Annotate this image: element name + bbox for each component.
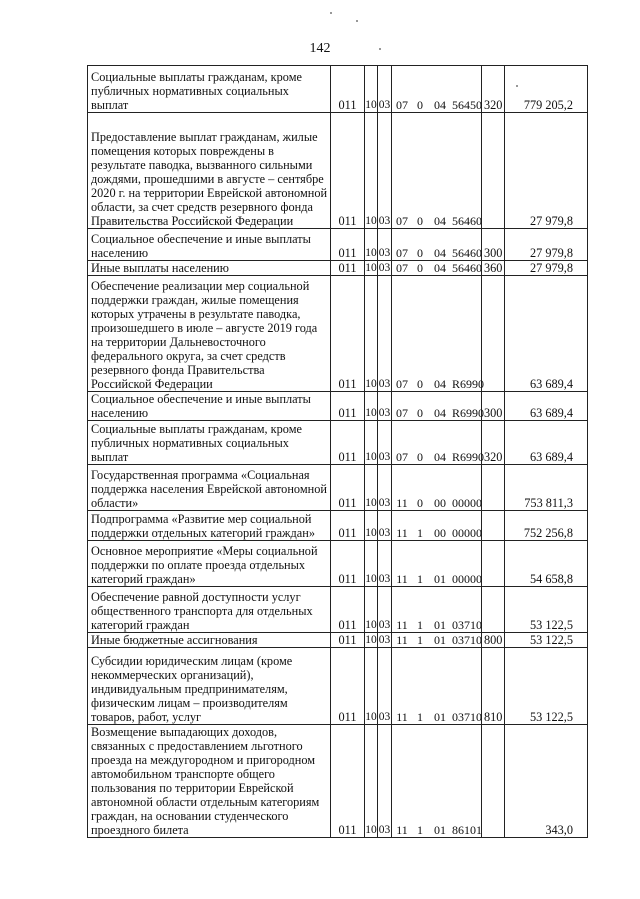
row-target-article-part: 03710 — [452, 618, 482, 632]
row-target-article-part: 07 — [396, 406, 408, 420]
table-row — [88, 421, 588, 465]
row-target-article-part: 04 — [434, 98, 446, 112]
row-name: Социальное обеспечение и иные выплаты населению — [88, 392, 331, 421]
row-target-article-part: 0 — [417, 496, 423, 510]
row-ved: 011 — [331, 648, 365, 725]
table-row — [88, 113, 588, 229]
row-section: 10 — [365, 725, 378, 838]
row-sum: 63 689,4 — [505, 392, 588, 421]
table-row — [88, 261, 588, 276]
row-ved: 011 — [331, 465, 365, 511]
row-subsection: 03 — [378, 229, 392, 261]
row-subsection: 03 — [378, 634, 391, 646]
row-target-article — [392, 587, 482, 633]
budget-table-body — [88, 66, 588, 838]
row-target-article-part: 0 — [417, 377, 423, 391]
row-name: Социальные выплаты гражданам, кроме публичных нормативных социальных выплат — [88, 421, 331, 465]
row-expense-type — [482, 587, 505, 633]
row-sum: 343,0 — [505, 725, 588, 838]
row-target-article-part: R6990 — [452, 377, 485, 391]
scan-speck — [356, 20, 358, 22]
row-target-article-part: 1 — [417, 633, 423, 647]
row-expense-type — [482, 465, 505, 511]
row-target-article-part: 1 — [417, 618, 423, 632]
row-target-article-part: 07 — [396, 98, 408, 112]
row-name: Иные бюджетные ассигнования — [88, 633, 331, 648]
row-target-article — [392, 276, 485, 392]
row-section: 10 — [365, 587, 378, 633]
row-ved: 011 — [331, 511, 365, 541]
row-target-article-part: 0 — [417, 98, 423, 112]
row-target-article-part: R6990 — [452, 450, 485, 464]
row-target-article-part: 00 — [434, 526, 446, 540]
row-section: 10 — [365, 66, 378, 113]
row-sum: 752 256,8 — [505, 511, 588, 541]
row-target-article-part: 07 — [396, 246, 408, 260]
row-target-article — [392, 66, 482, 113]
row-section: 10 — [365, 276, 378, 392]
row-target-article-part: 00000 — [452, 496, 482, 510]
row-target-article-part: 11 — [396, 496, 408, 510]
table-row — [88, 541, 588, 587]
scan-speck — [379, 48, 381, 50]
row-target-article — [392, 113, 482, 229]
row-section: 10 — [365, 392, 378, 421]
table-row — [88, 511, 588, 541]
row-target-article-part: 01 — [434, 633, 446, 647]
row-ved: 011 — [331, 587, 365, 633]
row-target-article — [392, 261, 482, 276]
row-sum: 27 979,8 — [505, 113, 588, 229]
row-sum: 53 122,5 — [505, 633, 588, 648]
row-subsection: 03 — [378, 421, 392, 465]
table-row — [88, 392, 588, 421]
row-subsection: 03 — [378, 541, 392, 587]
row-expense-type — [482, 725, 505, 838]
row-target-article-part: 56460 — [452, 261, 482, 275]
row-target-article-part: 01 — [434, 618, 446, 632]
row-ved: 011 — [331, 392, 365, 421]
row-target-article-part: 1 — [417, 710, 423, 724]
row-sum: 63 689,4 — [505, 421, 588, 465]
table-row — [88, 725, 588, 838]
row-target-article-part: 56460 — [452, 246, 482, 260]
row-name: Социальное обеспечение и иные выплаты населению — [88, 229, 331, 261]
row-target-article-part: 0 — [417, 261, 423, 275]
row-target-article-part: 0 — [417, 214, 423, 228]
row-target-article-part: 11 — [396, 823, 408, 837]
row-name: Субсидии юридическим лицам (кроме некоммерческих организаций), индивидуальным предпринимателям, физическим лицам – производителям товаров, работ, услуг — [88, 648, 331, 725]
scan-speck — [330, 12, 332, 14]
row-name: Предоставление выплат гражданам, жилые помещения которых повреждены в результате паводка, вызванного сильными дождями, прошедшими в августе – сентябре 2020 г. на территории Еврейской автономной области, за счет средств резервного фонда Правительства Российской Федерации — [88, 113, 331, 229]
row-target-article-part: 07 — [396, 377, 408, 391]
row-subsection: 03 — [378, 587, 392, 633]
row-target-article-part: 04 — [434, 261, 446, 275]
row-target-article-part: 1 — [417, 572, 423, 586]
row-target-article — [392, 725, 482, 838]
row-target-article — [392, 229, 482, 261]
row-target-article-part: 11 — [396, 618, 408, 632]
row-name: Государственная программа «Социальная поддержка населения Еврейской автономной области» — [88, 465, 331, 511]
row-section: 10 — [365, 421, 378, 465]
row-ved: 011 — [331, 633, 365, 648]
table-row — [88, 66, 588, 113]
row-name: Социальные выплаты гражданам, кроме публичных нормативных социальных выплат — [88, 66, 331, 113]
row-subsection: 03 — [378, 276, 392, 392]
row-expense-type: 360 — [482, 261, 505, 276]
row-sum: 53 122,5 — [505, 587, 588, 633]
row-section: 10 — [365, 465, 378, 511]
row-target-article-part: 03710 — [452, 710, 482, 724]
row-target-article-part: 1 — [417, 526, 423, 540]
row-expense-type — [482, 511, 505, 541]
row-section: 10 — [365, 541, 378, 587]
row-ved: 011 — [331, 113, 365, 229]
row-target-article — [392, 511, 482, 541]
row-expense-type: 300 — [482, 392, 505, 421]
row-target-article-part: 04 — [434, 450, 446, 464]
row-ved: 011 — [331, 725, 365, 838]
row-expense-type: 300 — [482, 229, 505, 261]
row-target-article-part: 1 — [417, 823, 423, 837]
row-target-article-part: 0 — [417, 450, 423, 464]
row-sum: 63 689,4 — [505, 276, 588, 392]
row-target-article-part: 11 — [396, 572, 408, 586]
row-target-article-part: 11 — [396, 633, 408, 647]
row-sum: 54 658,8 — [505, 541, 588, 587]
row-target-article — [392, 648, 482, 725]
row-target-article-part: 11 — [396, 710, 408, 724]
table-row — [88, 648, 588, 725]
row-name: Обеспечение реализации мер социальной поддержки граждан, жилые помещения которых утрачены в результате паводка, произошедшего в июле – августе 2019 года на территории Дальневосточного федерального округа, за счет средств резервного фонда Правительства Российской Федерации — [88, 276, 331, 392]
table-row — [88, 229, 588, 261]
row-sum: 753 811,3 — [505, 465, 588, 511]
row-target-article-part: 00000 — [452, 526, 482, 540]
row-target-article-part: 04 — [434, 214, 446, 228]
row-subsection: 03 — [378, 648, 392, 725]
row-expense-type: 320 — [482, 66, 505, 113]
row-name: Возмещение выпадающих доходов, связанных с предоставлением льготного проезда на междугородном и пригородном автомобильном транспорте общего пользования по территории Еврейской автономной области отдельным категориям граждан, на основании студенческого проездного билета — [88, 725, 331, 838]
row-subsection: 03 — [378, 511, 392, 541]
row-expense-type: 810 — [482, 648, 505, 725]
row-name: Иные выплаты населению — [88, 261, 331, 276]
row-expense-type: 800 — [482, 633, 505, 648]
row-expense-type: 320 — [482, 421, 505, 465]
row-section: 10 — [365, 262, 377, 274]
row-target-article-part: 0 — [417, 246, 423, 260]
row-expense-type — [482, 276, 505, 392]
row-target-article — [392, 541, 482, 587]
scan-speck — [516, 85, 518, 87]
table-row — [88, 587, 588, 633]
row-ved: 011 — [331, 421, 365, 465]
row-sum: 53 122,5 — [505, 648, 588, 725]
row-ved: 011 — [331, 229, 365, 261]
row-section: 10 — [365, 113, 378, 229]
row-target-article-part: 0 — [417, 406, 423, 420]
row-sum: 27 979,8 — [505, 229, 588, 261]
row-ved: 011 — [331, 261, 365, 276]
row-name: Обеспечение равной доступности услуг общественного транспорта для отдельных категорий граждан — [88, 587, 331, 633]
row-target-article-part: 03710 — [452, 633, 482, 647]
row-target-article-part: 11 — [396, 526, 408, 540]
row-target-article-part: R6990 — [452, 406, 485, 420]
row-target-article-part: 01 — [434, 710, 446, 724]
row-expense-type — [482, 541, 505, 587]
row-target-article-part: 04 — [434, 406, 446, 420]
row-target-article — [392, 392, 485, 421]
row-target-article-part: 01 — [434, 823, 446, 837]
row-name: Основное мероприятие «Меры социальной поддержки по оплате проезда отдельных категорий граждан» — [88, 541, 331, 587]
row-sum: 779 205,2 — [505, 66, 588, 113]
table-row — [88, 276, 588, 392]
row-subsection: 03 — [378, 113, 392, 229]
row-target-article-part: 56450 — [452, 98, 482, 112]
row-target-article-part: 86101 — [452, 823, 482, 837]
row-name: Подпрограмма «Развитие мер социальной поддержки отдельных категорий граждан» — [88, 511, 331, 541]
row-sum: 27 979,8 — [505, 261, 588, 276]
row-target-article-part: 56460 — [452, 214, 482, 228]
row-ved: 011 — [331, 276, 365, 392]
row-subsection: 03 — [378, 465, 392, 511]
row-target-article-part: 07 — [396, 261, 408, 275]
row-target-article-part: 07 — [396, 450, 408, 464]
row-target-article-part: 00 — [434, 496, 446, 510]
row-target-article — [392, 421, 485, 465]
row-target-article-part: 04 — [434, 377, 446, 391]
budget-table — [87, 65, 588, 838]
row-section: 10 — [365, 511, 378, 541]
row-target-article-part: 00000 — [452, 572, 482, 586]
row-ved: 011 — [331, 541, 365, 587]
row-subsection: 03 — [378, 66, 392, 113]
row-target-article-part: 04 — [434, 246, 446, 260]
row-subsection: 03 — [378, 725, 392, 838]
table-row — [88, 633, 588, 648]
row-target-article — [392, 633, 482, 648]
row-subsection: 03 — [378, 392, 392, 421]
row-expense-type — [482, 113, 505, 229]
table-row — [88, 465, 588, 511]
row-ved: 011 — [331, 66, 365, 113]
row-target-article — [392, 465, 482, 511]
row-target-article-part: 07 — [396, 214, 408, 228]
row-section: 10 — [365, 634, 377, 646]
row-subsection: 03 — [378, 262, 391, 274]
row-target-article-part: 01 — [434, 572, 446, 586]
row-section: 10 — [365, 229, 378, 261]
row-section: 10 — [365, 648, 378, 725]
page-number: 142 — [309, 41, 331, 56]
